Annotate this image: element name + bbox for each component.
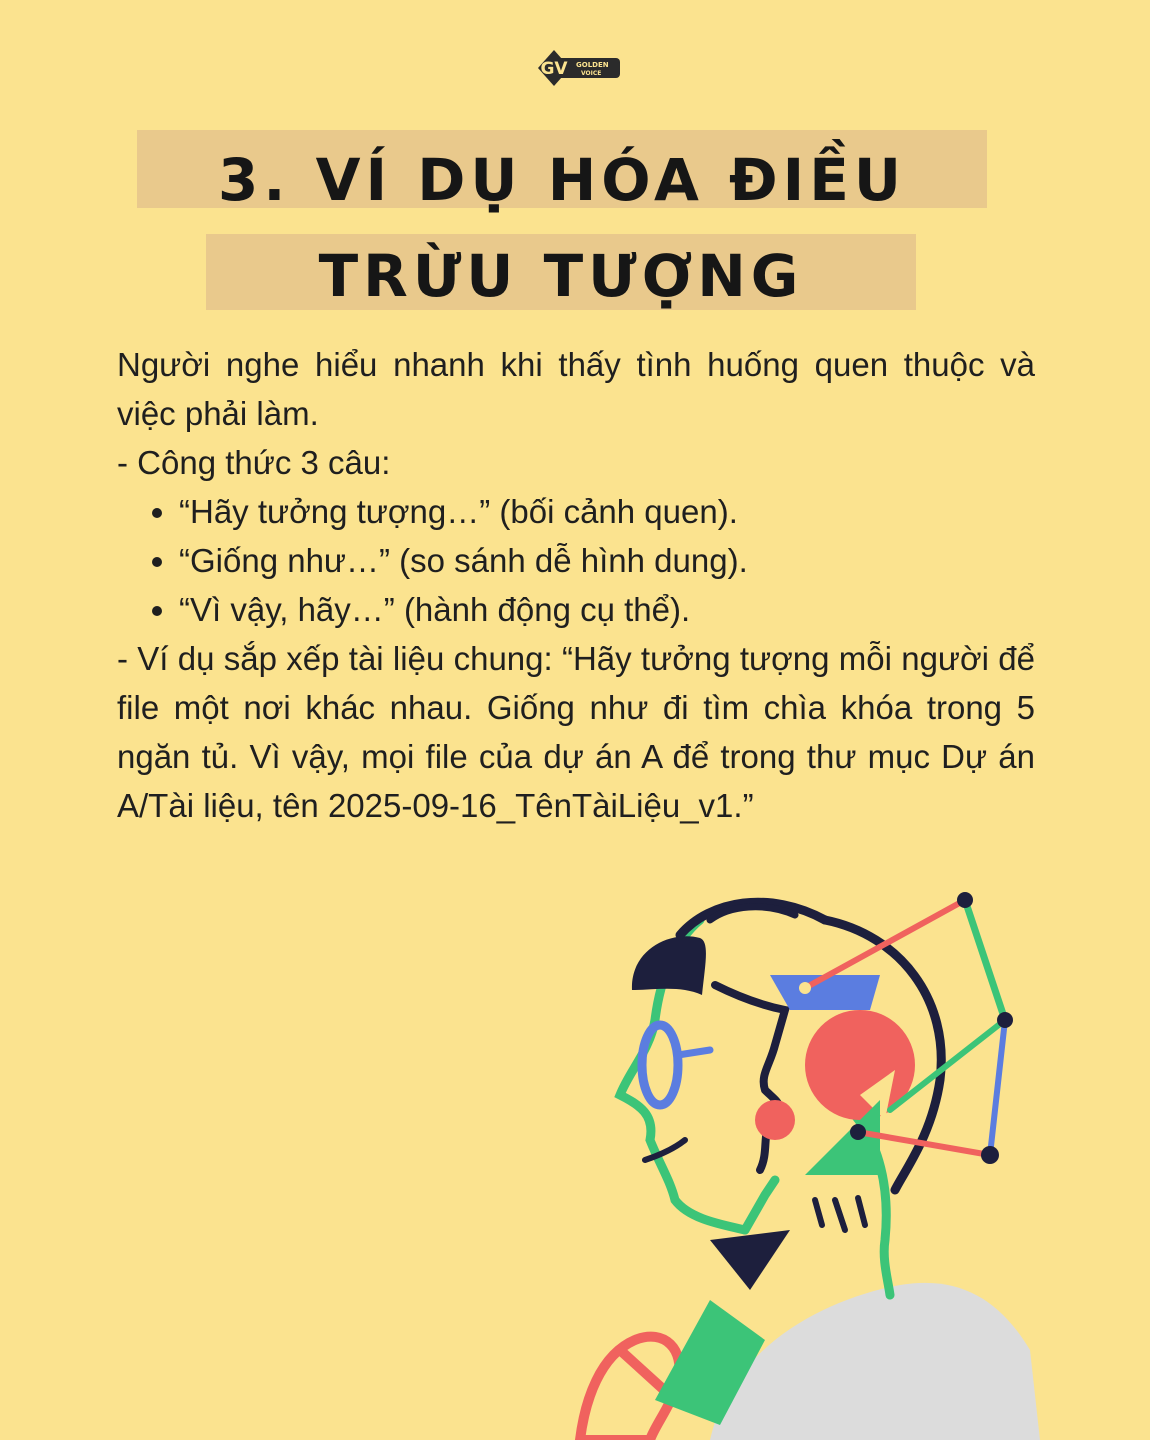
body-text (117, 340, 1035, 830)
formula-item: • “Giống như…” (so sánh dễ hình dung). (179, 536, 1035, 585)
title-line-1: 3. VÍ DỤ HÓA ĐIỀU (137, 130, 987, 208)
formula-list (117, 487, 1035, 634)
intro-paragraph: Người nghe hiểu nhanh khi thấy tình huống quen thuộc và việc phải làm. (117, 346, 1035, 432)
formula-item: • “Vì vậy, hãy…” (hành động cụ thể). (179, 585, 1035, 634)
svg-text:VOICE: VOICE (581, 70, 602, 77)
formula-item: • “Hãy tưởng tượng…” (bối cảnh quen). (179, 487, 1035, 536)
golden-voice-logo (534, 42, 624, 94)
example-paragraph: - Ví dụ sắp xếp tài liệu chung: “Hãy tưởng tượng mỗi người để file một nơi khác nhau. Giống như đi tìm chìa khóa trong 5 ngăn tủ. Vì vậy, mọi file của dự án A để trong thư mục Dự án A/Tài liệu, tên 2025-09-16_TênTàiLiệu_v1.” (117, 640, 1035, 824)
svg-text:GOLDEN: GOLDEN (576, 61, 609, 69)
thinking-head-illustration (560, 880, 1060, 1440)
title-line-2: TRỪU TƯỢNG (206, 234, 916, 310)
formula-heading: - Công thức 3 câu: (117, 444, 391, 481)
svg-text:GV: GV (540, 59, 568, 79)
